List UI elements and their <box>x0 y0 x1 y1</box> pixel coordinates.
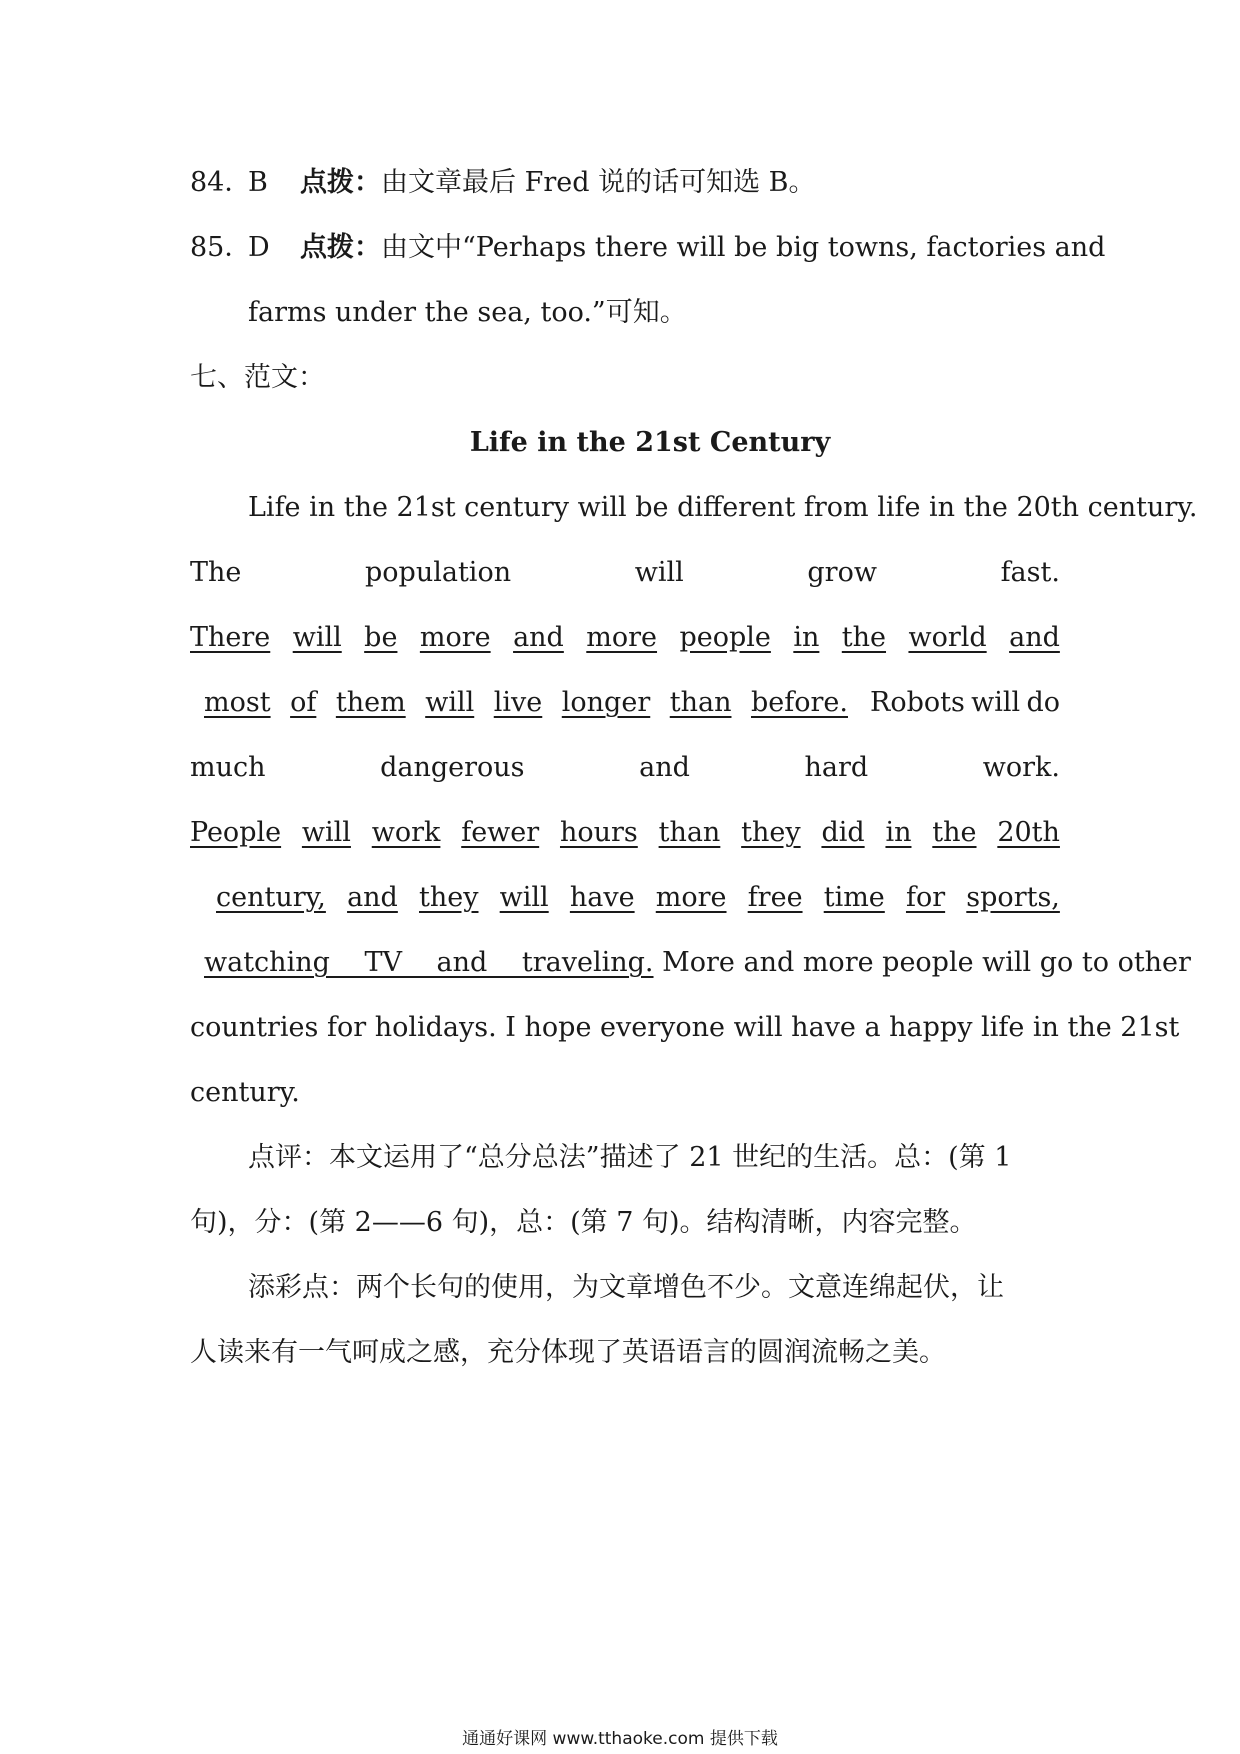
essay-word: population <box>365 557 512 588</box>
essay-word: hard <box>804 752 869 783</box>
essay-word: grow <box>807 557 877 588</box>
answer-85 <box>190 231 1106 265</box>
essay-word: will <box>301 817 351 848</box>
answer-85-continued: farms under the sea, too.”可知。 <box>248 297 687 328</box>
essay-line: century. <box>190 1077 300 1108</box>
essay-word: than <box>658 817 721 848</box>
answer-letter: D <box>248 232 270 263</box>
essay-word: in <box>793 622 820 653</box>
essay-title: Life in the 21st Century <box>469 427 831 458</box>
plain-phrase: More and more people will go to other <box>662 947 1191 978</box>
answer-number: 85． <box>190 232 252 263</box>
essay-word: time <box>823 882 885 913</box>
essay-line-underlined <box>190 816 1060 850</box>
essay-word: more <box>586 622 658 653</box>
essay-word: The <box>190 557 242 588</box>
essay-word: will <box>292 622 342 653</box>
essay-word: more <box>655 882 727 913</box>
essay-word: century, <box>216 882 326 913</box>
essay-word: will <box>425 687 475 718</box>
answer-84 <box>190 166 1060 200</box>
essay-word: for <box>905 882 946 913</box>
section-heading: 七、范文： <box>190 362 325 393</box>
essay-word: world <box>908 622 987 653</box>
essay-word: free <box>747 882 803 913</box>
essay-line-mixed <box>190 946 1191 980</box>
footer-watermark: 通通好课网 www.tthaoke.com 提供下载 <box>462 1729 778 1749</box>
essay-word: before. <box>751 687 848 718</box>
hint-text: 由文中“Perhaps there will be big towns, factories and <box>381 232 1106 263</box>
hint-text: 由文章最后 Fred 说的话可知选 B。 <box>381 167 816 198</box>
essay-word: they <box>419 882 479 913</box>
answer-number: 84． <box>190 167 252 198</box>
essay-word: do <box>1026 687 1060 718</box>
essay-word: most <box>204 687 271 718</box>
essay-word: fast. <box>1000 557 1060 588</box>
essay-word: will <box>971 687 1021 718</box>
essay-word: and <box>1009 622 1060 653</box>
essay-word: than <box>669 687 732 718</box>
essay-line-justified <box>190 556 1060 590</box>
essay-line-mixed <box>190 686 1060 720</box>
essay-word: hours <box>559 817 638 848</box>
underlined-phrase: watching TV and traveling. <box>204 947 654 978</box>
essay-word: did <box>821 817 865 848</box>
essay-word: the <box>932 817 977 848</box>
essay-word: and <box>513 622 564 653</box>
plain-phrase <box>870 686 1060 720</box>
essay-word: more <box>419 622 491 653</box>
essay-line: countries for holidays. I hope everyone will have a happy life in the 21st <box>190 1012 1180 1043</box>
essay-line: Life in the 21st century will be different from life in the 20th century. <box>248 492 1198 523</box>
essay-word: work <box>371 817 441 848</box>
answer-letter: B <box>248 167 268 198</box>
essay-word: and <box>347 882 398 913</box>
comment-line: 句)，分：(第 2——6 句)，总：(第 7 句)。结构清晰，内容完整。 <box>190 1207 977 1238</box>
hint-label: 点拨： <box>300 232 381 263</box>
essay-word: in <box>885 817 912 848</box>
essay-word: sports, <box>966 882 1060 913</box>
essay-word: the <box>841 622 887 653</box>
essay-word: 20th <box>997 817 1060 848</box>
essay-word: and <box>639 752 690 783</box>
essay-line-underlined <box>190 621 1060 655</box>
essay-word: much <box>190 752 266 783</box>
essay-line-underlined <box>190 881 1060 915</box>
essay-word: Robots <box>870 687 965 718</box>
essay-word: will <box>634 557 684 588</box>
essay-word: of <box>290 687 317 718</box>
comment-line: 点评：本文运用了“总分总法”描述了 21 世纪的生活。总：(第 1 <box>248 1142 1012 1173</box>
essay-word: There <box>190 622 271 653</box>
underlined-phrase <box>190 686 848 720</box>
essay-word: work. <box>982 752 1060 783</box>
hint-label: 点拨： <box>300 167 381 198</box>
essay-word: people <box>679 622 771 653</box>
essay-word: longer <box>561 687 651 718</box>
essay-word: they <box>741 817 801 848</box>
essay-word: be <box>364 622 398 653</box>
essay-word: have <box>569 882 635 913</box>
essay-word: will <box>499 882 549 913</box>
essay-word: them <box>335 687 406 718</box>
essay-word: live <box>493 687 543 718</box>
essay-word: dangerous <box>380 752 525 783</box>
essay-word: fewer <box>461 817 540 848</box>
highlight-line: 人读来有一气呵成之感，充分体现了英语语言的圆润流畅之美。 <box>190 1337 946 1368</box>
essay-word: People <box>190 817 282 848</box>
essay-line-justified <box>190 751 1060 785</box>
highlight-line: 添彩点：两个长句的使用，为文章增色不少。文意连绵起伏，让 <box>248 1272 1004 1303</box>
